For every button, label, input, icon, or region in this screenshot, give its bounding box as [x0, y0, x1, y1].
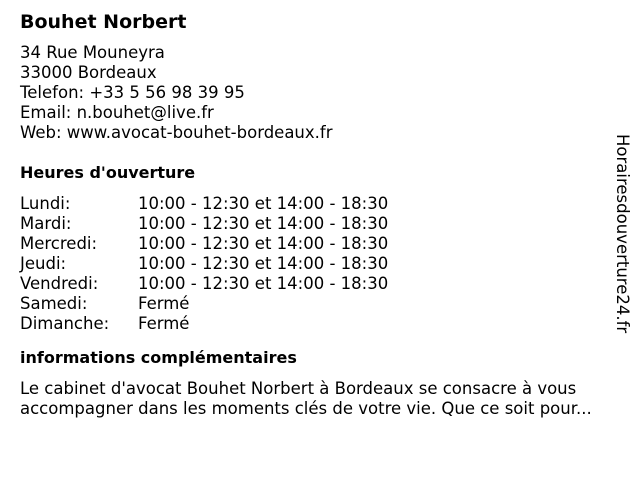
day-label: Samedi: — [20, 294, 88, 313]
day-label: Dimanche: — [20, 314, 110, 333]
business-name: Bouhet Norbert — [20, 11, 187, 33]
hours-row-monday — [20, 194, 620, 214]
hours-row-friday — [20, 274, 620, 294]
hours-row-saturday — [20, 294, 620, 314]
day-label: Jeudi: — [20, 254, 67, 273]
site-watermark: Horairesdouverture24.fr — [613, 134, 632, 334]
phone-line[interactable]: Telefon: +33 5 56 98 39 95 — [20, 83, 245, 102]
day-label: Mardi: — [20, 214, 72, 233]
time-value: 10:00 - 12:30 et 14:00 - 18:30 — [138, 194, 389, 213]
time-value: 10:00 - 12:30 et 14:00 - 18:30 — [138, 234, 389, 253]
time-value: 10:00 - 12:30 et 14:00 - 18:30 — [138, 254, 389, 273]
day-label: Mercredi: — [20, 234, 98, 253]
hours-row-thursday — [20, 254, 620, 274]
hours-row-sunday — [20, 314, 620, 334]
email-line[interactable]: Email: n.bouhet@live.fr — [20, 103, 214, 122]
address-street: 34 Rue Mouneyra — [20, 43, 165, 62]
opening-hours-heading: Heures d'ouverture — [20, 163, 196, 182]
day-label: Vendredi: — [20, 274, 99, 293]
time-value: 10:00 - 12:30 et 14:00 - 18:30 — [138, 214, 389, 233]
address-city: 33000 Bordeaux — [20, 63, 157, 82]
business-card — [20, 10, 620, 419]
time-value: Fermé — [138, 314, 190, 333]
additional-info-heading: informations complémentaires — [20, 348, 297, 367]
opening-hours-table — [20, 194, 620, 334]
contact-block — [20, 43, 620, 143]
additional-info-text: Le cabinet d'avocat Bouhet Norbert à Bordeaux se consacre à vous accompagner dans les moments clés de votre vie. Que ce soit pour... — [20, 379, 592, 418]
hours-row-wednesday — [20, 234, 620, 254]
web-line[interactable]: Web: www.avocat-bouhet-bordeaux.fr — [20, 123, 333, 142]
time-value: Fermé — [138, 294, 190, 313]
day-label: Lundi: — [20, 194, 71, 213]
time-value: 10:00 - 12:30 et 14:00 - 18:30 — [138, 274, 389, 293]
hours-row-tuesday — [20, 214, 620, 234]
